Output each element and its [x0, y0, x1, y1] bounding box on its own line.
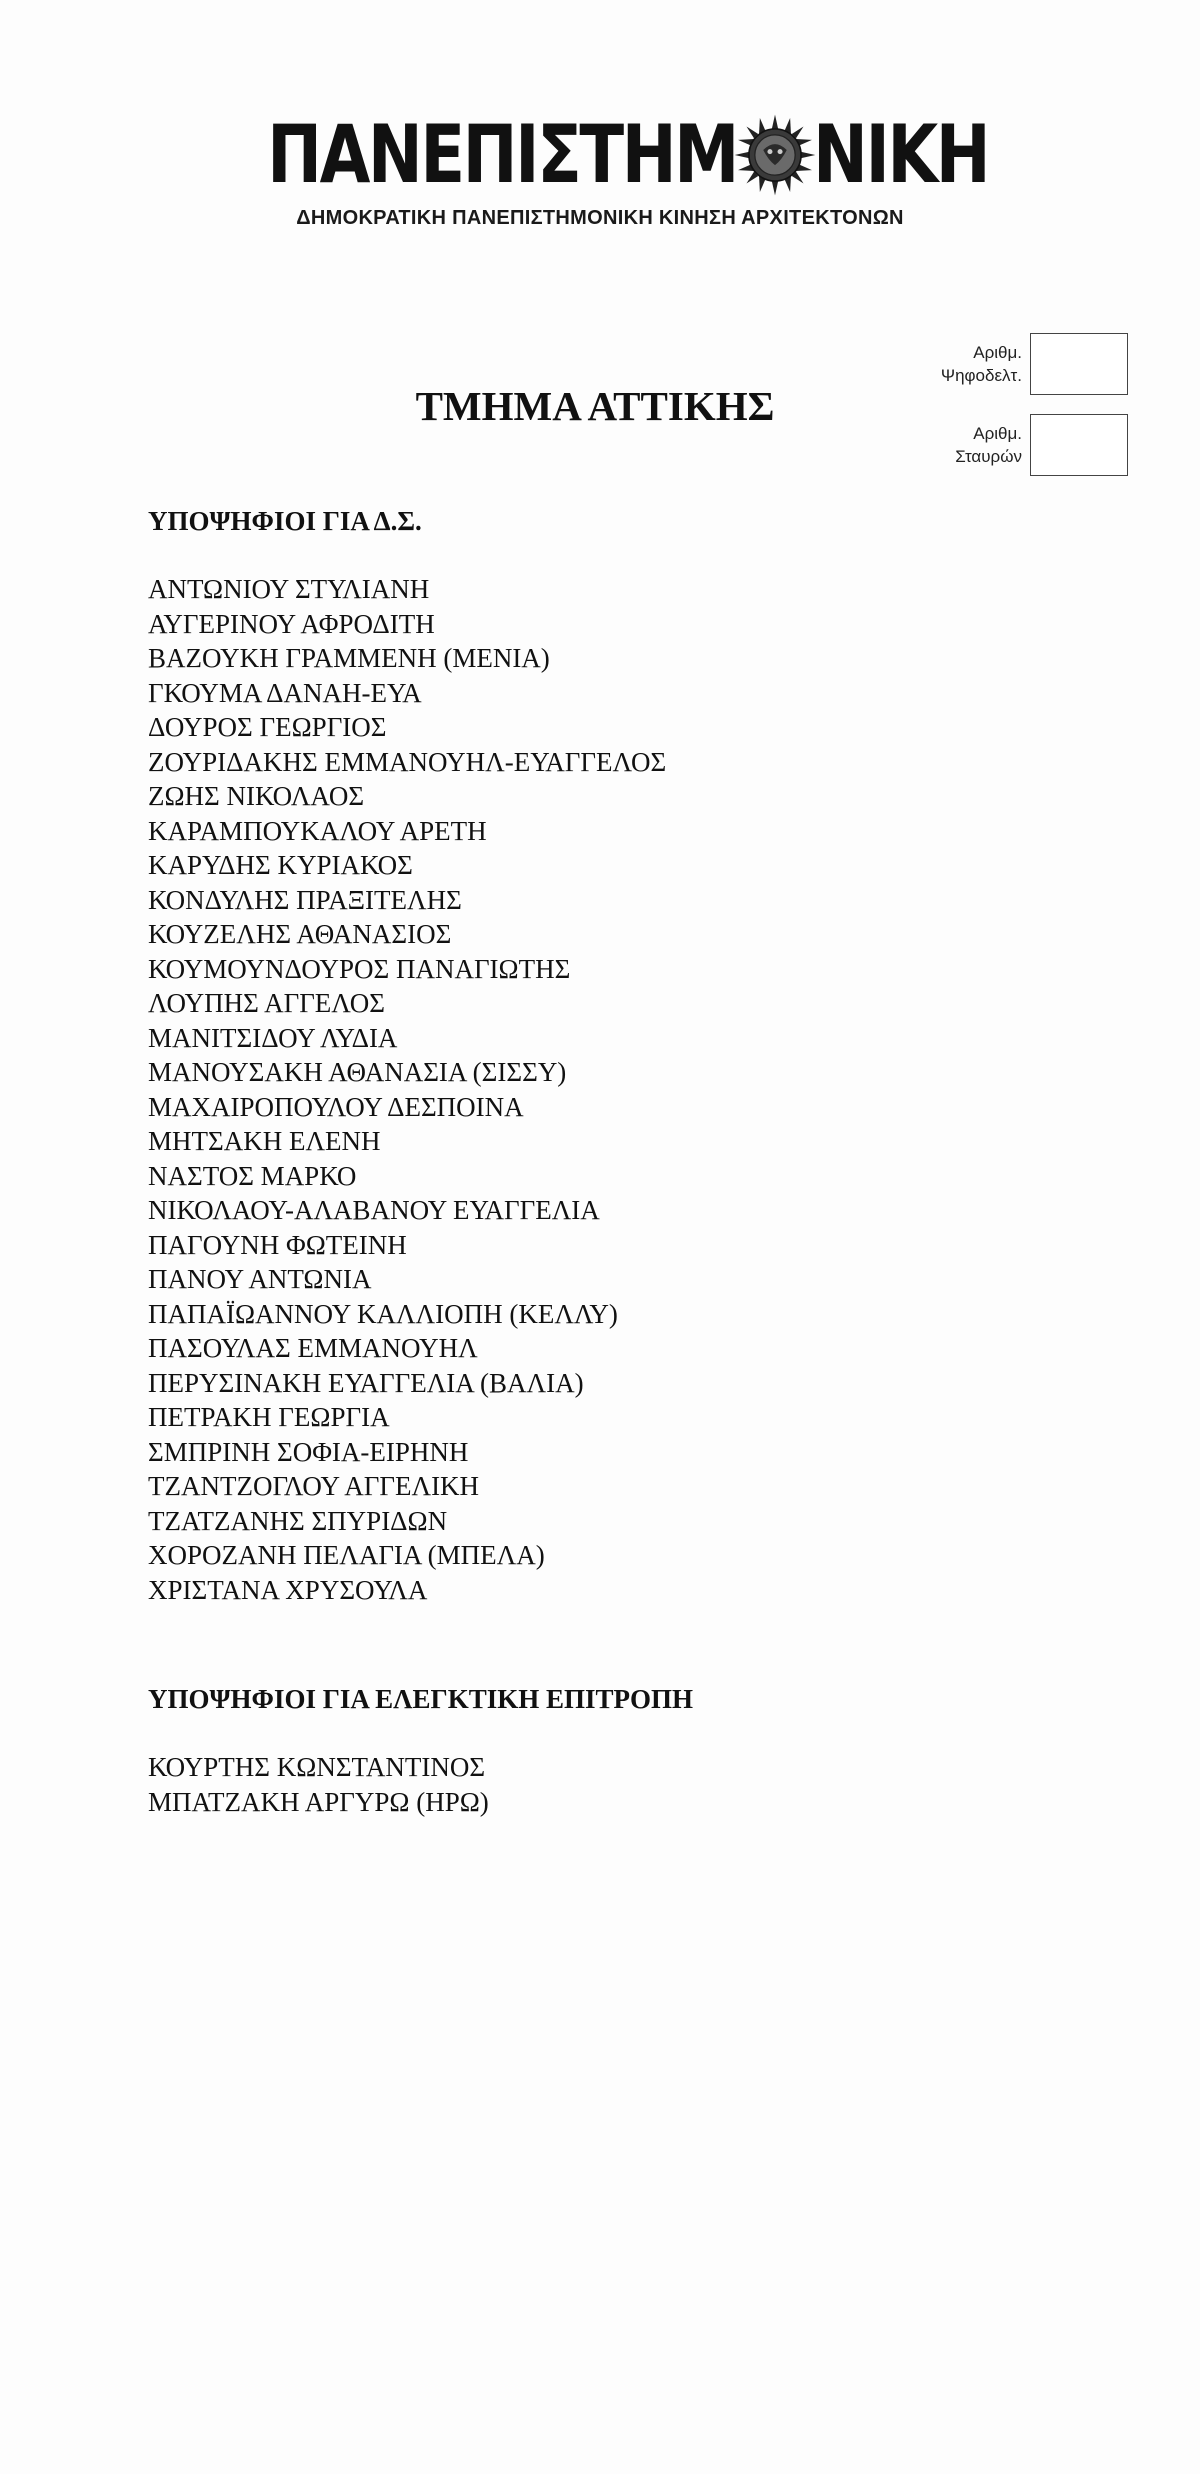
candidate-name: ΖΟΥΡΙΔΑΚΗΣ ΕΜΜΑΝΟΥΗΛ-ΕΥΑΓΓΕΛΟΣ [148, 746, 667, 777]
candidate-name: ΑΥΓΕΡΙΝΟΥ ΑΦΡΟΔΙΤΗ [148, 608, 435, 639]
audit-candidates-heading: ΥΠΟΨΗΦΙΟΙ ΓΙΑ ΕΛΕΓΚΤΙΚΗ ΕΠΙΤΡΟΠΗ [148, 1684, 693, 1714]
candidate-name: ΚΟΥΜΟΥΝΔΟΥΡΟΣ ΠΑΝΑΓΙΩΤΗΣ [148, 953, 571, 984]
candidate-name: ΠΑΝΟΥ ΑΝΤΩΝΙΑ [148, 1264, 372, 1294]
candidate-name: ΜΗΤΣΑΚΗ ΕΛΕΝΗ [148, 1126, 381, 1156]
candidate-name: ΚΑΡΥΔΗΣ ΚΥΡΙΑΚΟΣ [148, 850, 413, 880]
candidate-name: ΤΖΑΤΖΑΝΗΣ ΣΠΥΡΙΔΩΝ [148, 1505, 448, 1536]
sun-emblem-icon [733, 113, 817, 197]
candidate-name: ΚΟΝΔΥΛΗΣ ΠΡΑΞΙΤΕΛΗΣ [148, 884, 462, 915]
logo [215, 108, 988, 201]
candidate-name: ΓΚΟΥΜΑ ΔΑΝΑΗ-ΕΥΑ [148, 677, 422, 708]
candidate-name: ΔΟΥΡΟΣ ΓΕΩΡΓΙΟΣ [148, 712, 387, 742]
ballot-count-label: Αριθμ. Ψηφοδελτ. [940, 343, 1022, 385]
candidate-name: ΑΝΤΩΝΙΟΥ ΣΤΥΛΙΑΝΗ [148, 574, 430, 604]
candidate-name: ΧΟΡΟΖΑΝΗ ΠΕΛΑΓΙΑ (ΜΠΕΛΑ) [148, 1540, 545, 1570]
organization-subtitle: ΔΗΜΟΚΡΑΤΙΚΗ ΠΑΝΕΠΙΣΤΗΜΟΝΙΚΗ ΚΙΝΗΣΗ ΑΡΧΙΤΕΚΤΟΝΩΝ [296, 207, 904, 229]
logo-text-right: ΝΙΚΗ [812, 108, 988, 201]
candidate-name: ΠΑΣΟΥΛΑΣ ΕΜΜΑΝΟΥΗΛ [148, 1333, 478, 1363]
audit-candidate-list [148, 1750, 489, 1819]
board-candidate-list [148, 572, 666, 1607]
candidate-name: ΜΠΑΤΖΑΚΗ ΑΡΓΥΡΩ (ΗΡΩ) [148, 1786, 489, 1817]
candidate-name: ΣΜΠΡΙΝΗ ΣΟΦΙΑ-ΕΙΡΗΝΗ [148, 1436, 469, 1467]
candidate-name: ΧΡΙΣΤΑΝΑ ΧΡΥΣΟΥΛΑ [148, 1574, 428, 1605]
candidate-name: ΚΟΥΖΕΛΗΣ ΑΘΑΝΑΣΙΟΣ [148, 919, 452, 949]
section-title: ΤΜΗΜΑ ΑΤΤΙΚΗΣ [415, 383, 775, 429]
logo-text-left: ΠΑΝΕΠΙΣΤΗΜ [266, 108, 737, 201]
candidate-name: ΜΑΝΟΥΣΑΚΗ ΑΘΑΝΑΣΙΑ (ΣΙΣΣΥ) [148, 1057, 567, 1087]
candidate-name: ΠΕΤΡΑΚΗ ΓΕΩΡΓΙΑ [148, 1402, 390, 1432]
candidate-name: ΝΙΚΟΛΑΟΥ-ΑΛΑΒΑΝΟΥ ΕΥΑΓΓΕΛΙΑ [148, 1195, 600, 1225]
candidate-name: ΠΕΡΥΣΙΝΑΚΗ ΕΥΑΓΓΕΛΙΑ (ΒΑΛΙΑ) [148, 1367, 584, 1398]
board-candidates-heading: ΥΠΟΨΗΦΙΟΙ ΓΙΑ Δ.Σ. [148, 506, 422, 536]
candidate-name: ΖΩΗΣ ΝΙΚΟΛΑΟΣ [148, 781, 365, 811]
candidate-name: ΛΟΥΠΗΣ ΑΓΓΕΛΟΣ [148, 988, 385, 1018]
candidate-name: ΜΑΝΙΤΣΙΔΟΥ ΛΥΔΙΑ [148, 1022, 398, 1053]
cross-count-label: Αριθμ. Σταυρών [955, 424, 1022, 466]
candidate-name: ΚΑΡΑΜΠΟΥΚΑΛΟΥ ΑΡΕΤΗ [148, 815, 487, 846]
candidate-name: ΚΟΥΡΤΗΣ ΚΩΝΣΤΑΝΤΙΝΟΣ [148, 1752, 486, 1782]
candidate-name: ΤΖΑΝΤΖΟΓΛΟΥ ΑΓΓΕΛΙΚΗ [148, 1471, 480, 1501]
candidate-name: ΠΑΠΑΪΩΑΝΝΟΥ ΚΑΛΛΙΟΠΗ (ΚΕΛΛΥ) [148, 1298, 618, 1329]
candidate-name: ΜΑΧΑΙΡΟΠΟΥΛΟΥ ΔΕΣΠΟΙΝΑ [148, 1091, 524, 1122]
candidate-name: ΠΑΓΟΥΝΗ ΦΩΤΕΙΝΗ [148, 1229, 407, 1260]
candidate-name: ΝΑΣΤΟΣ ΜΑΡΚΟ [148, 1160, 357, 1191]
candidate-name: ΒΑΖΟΥΚΗ ΓΡΑΜΜΕΝΗ (ΜΕΝΙΑ) [148, 643, 550, 673]
